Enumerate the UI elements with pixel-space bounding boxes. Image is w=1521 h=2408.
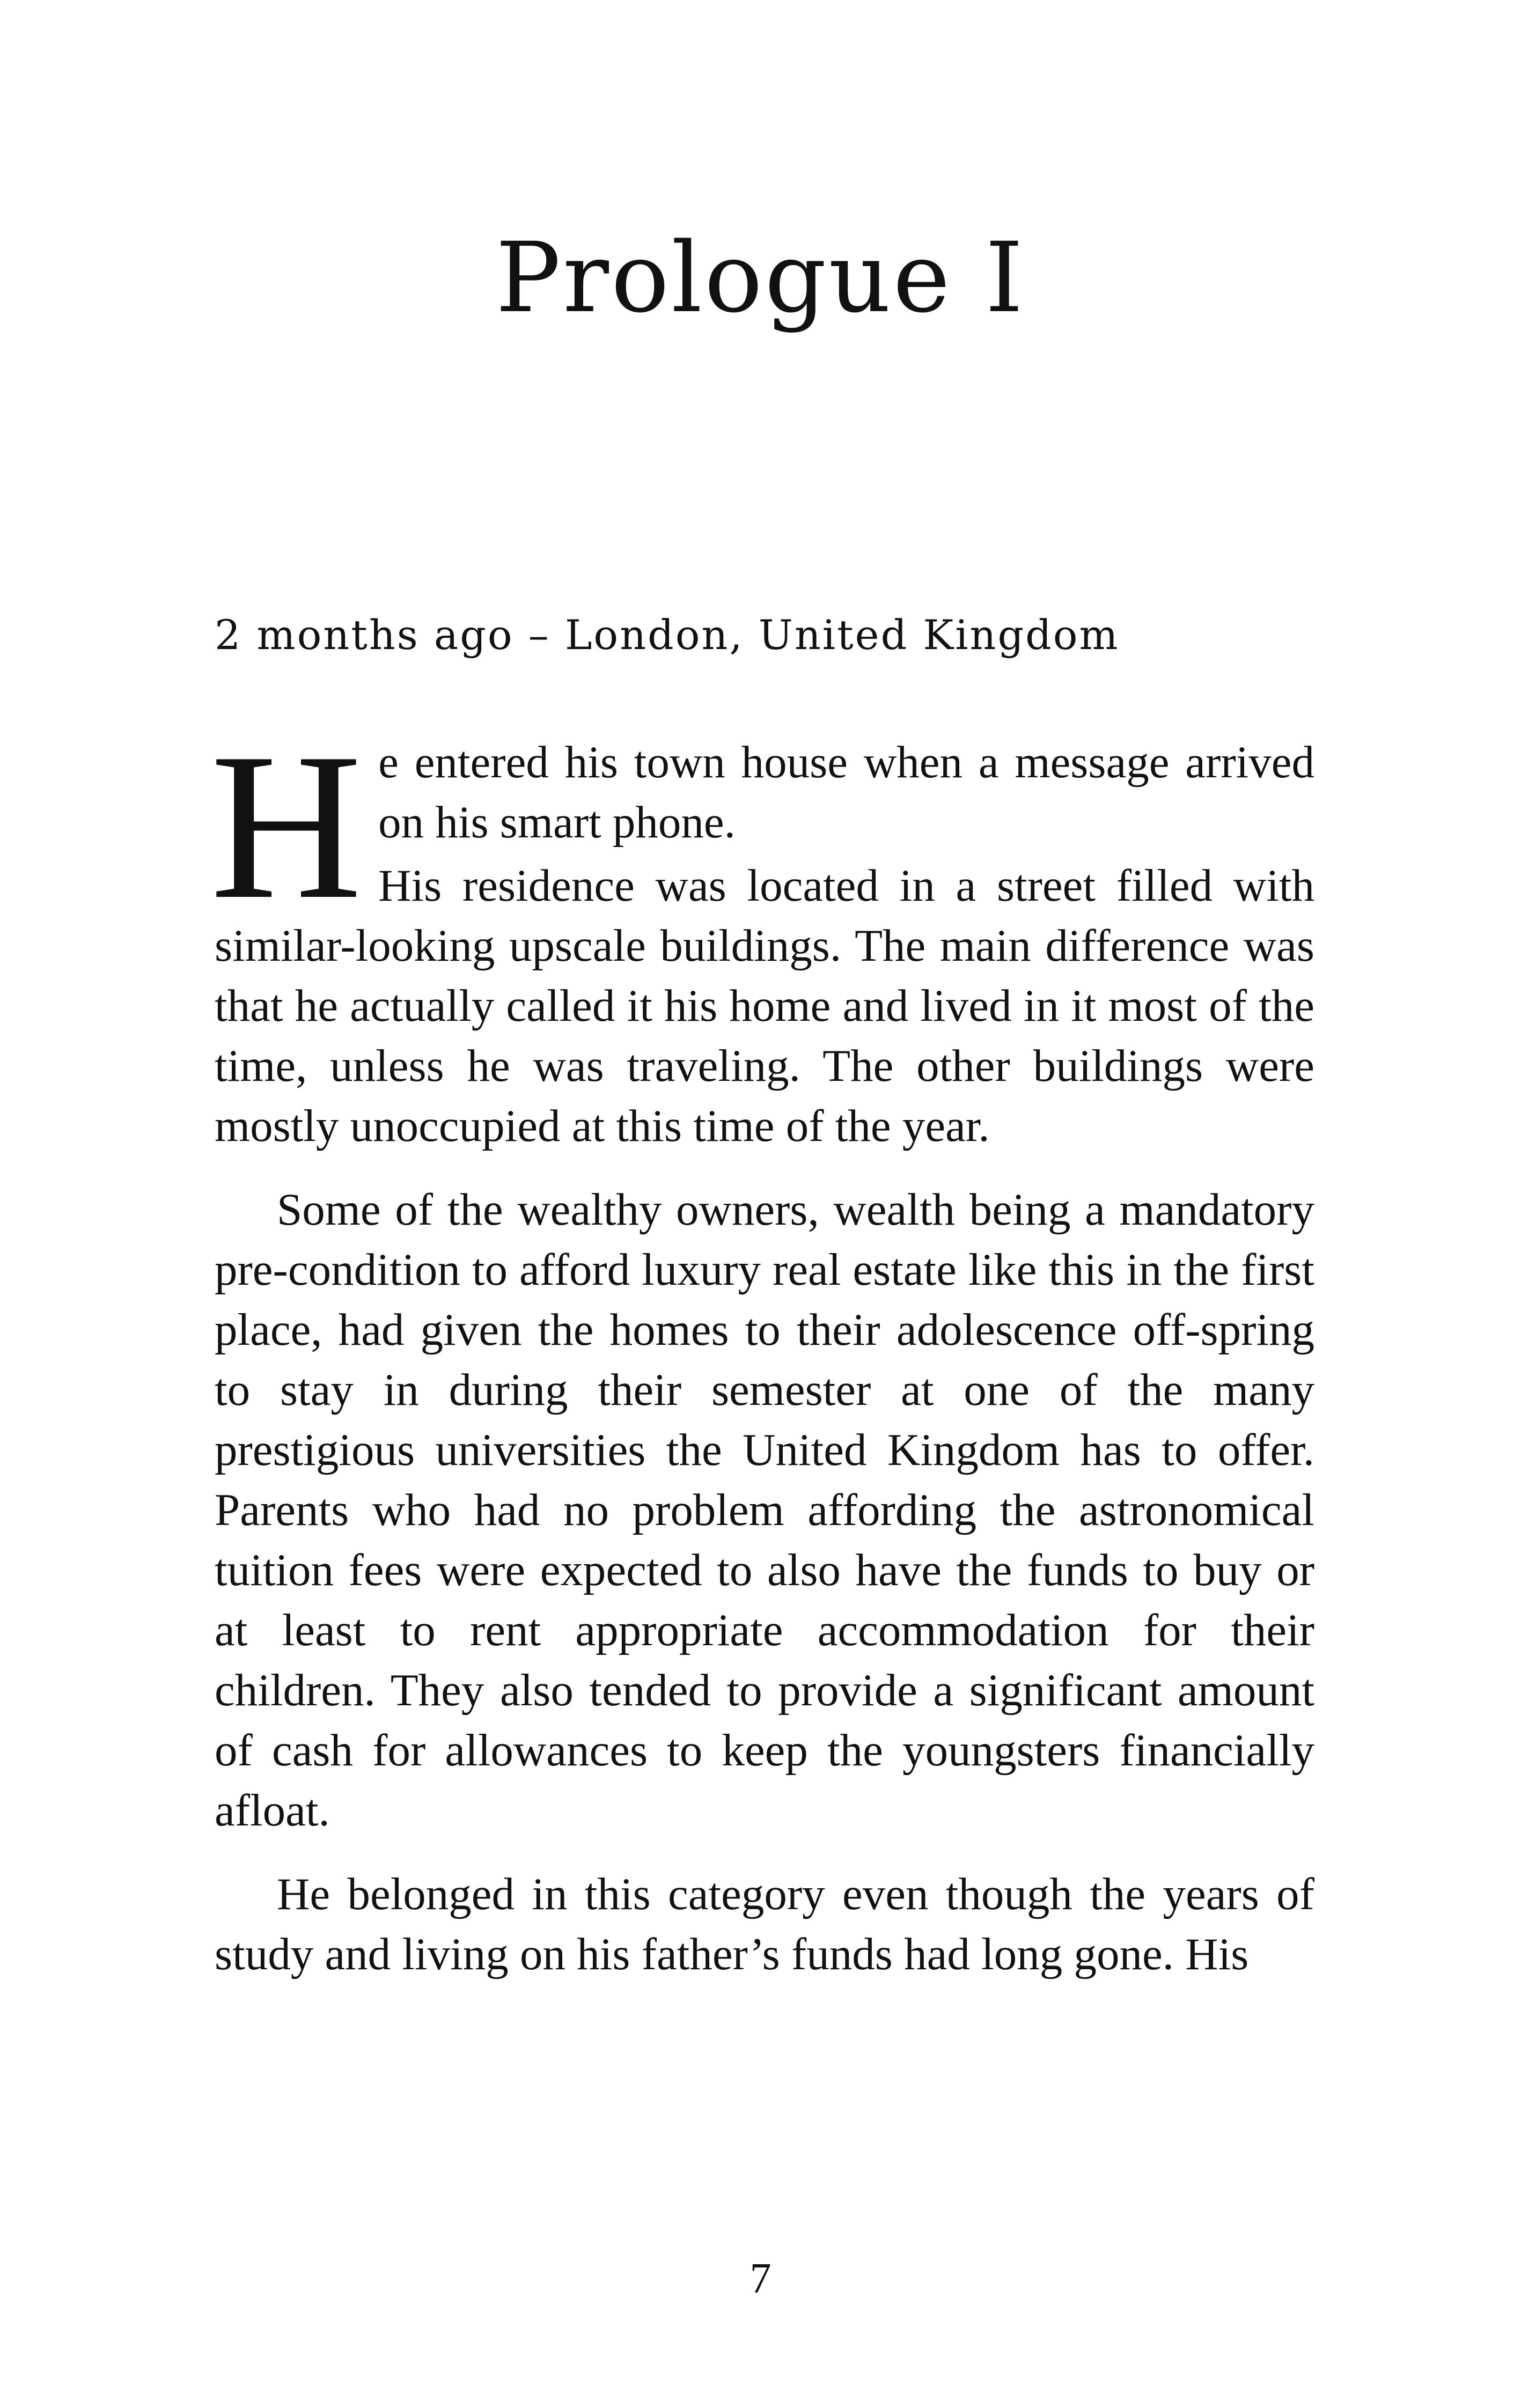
chapter-dateline: 2 months ago – London, United Kingdom — [215, 611, 1120, 659]
first-paragraph-text: e entered his town house when a message arrived on his smart phone. — [378, 737, 1314, 848]
body-text — [210, 710, 1314, 1984]
first-paragraph — [210, 710, 1314, 942]
chapter-title: Prologue I — [495, 222, 1026, 334]
drop-cap: H — [210, 710, 363, 942]
paragraph: His residence was located in a street filled with similar-looking upscale buildings. The main difference was that he actually called it his home and lived in it most of the time, unless he was traveling. The other buildings were mostly unoccupied at this time of the year. — [215, 860, 1314, 1151]
paragraph: Some of the wealthy owners, wealth being a mandatory pre-condition to afford luxury real estate like this in the first place, had given the homes to their adolescence off-spring to stay in during their semester at one of the many prestigious universities the United Kingdom has to offer. Parents who had no problem affording the astronomical tuition fees were expected to also have the funds to buy or at least to rent appropriate accommodation for their children. They also tended to provide a significant amount of cash for allowances to keep the youngsters financially afloat. — [215, 1184, 1314, 1836]
paragraph: He belonged in this category even though the years of study and living on his father’s funds had long gone. His — [215, 1869, 1314, 1979]
page-number: 7 — [750, 2255, 771, 2302]
